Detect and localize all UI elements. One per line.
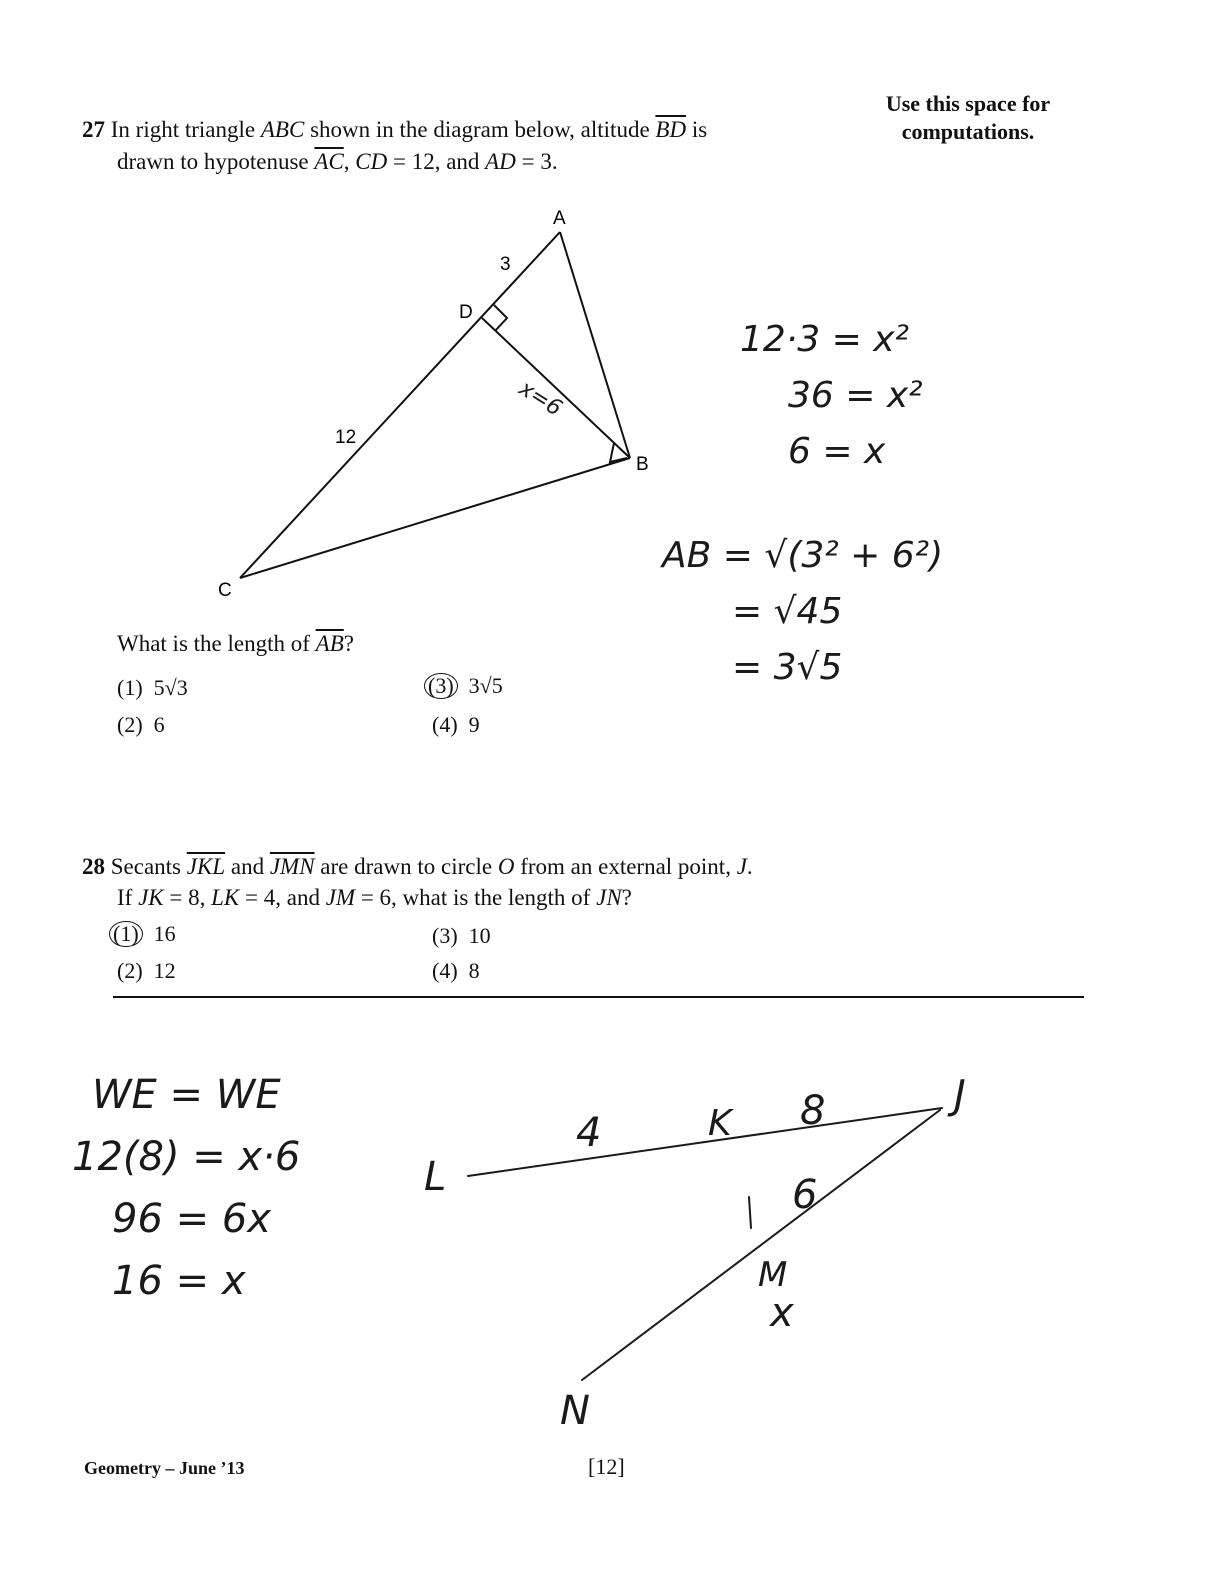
q27-text: is bbox=[686, 117, 708, 142]
q28-var: LK bbox=[211, 885, 240, 910]
q27-choice-4[interactable] bbox=[432, 712, 480, 738]
choice-text: 10 bbox=[468, 923, 491, 948]
choice-number: (3) bbox=[432, 923, 458, 948]
choice-number: (1) bbox=[117, 675, 143, 700]
q27-var: CD bbox=[355, 149, 388, 174]
q27-var: $\overline{AC}$ bbox=[314, 149, 344, 174]
choice-number: (4) bbox=[432, 712, 458, 737]
vertex-a-label: A bbox=[553, 208, 566, 229]
work-line: = √45 bbox=[732, 591, 843, 632]
q27-text: = 12, and bbox=[387, 149, 486, 174]
q28-var: J bbox=[736, 854, 747, 879]
q28-text: = 6, what is the length of bbox=[355, 885, 597, 910]
question-27-text-line2 bbox=[117, 146, 558, 177]
q27-var: $\overline{AB}$ bbox=[315, 631, 344, 656]
secant-jkl bbox=[468, 1108, 942, 1176]
question-28-text bbox=[82, 851, 753, 882]
side-cb bbox=[240, 458, 630, 578]
choice-number-circled: (1) bbox=[109, 921, 143, 947]
choice-text: 16 bbox=[153, 921, 176, 946]
q28-var: O bbox=[497, 854, 515, 879]
computation-space-note bbox=[862, 90, 1074, 146]
q28-text: . bbox=[746, 854, 753, 879]
choice-number: (4) bbox=[432, 958, 458, 983]
q27-text: In right triangle bbox=[110, 117, 261, 142]
q27-prompt-text: ? bbox=[343, 631, 354, 656]
segment-lk-length: 4 bbox=[576, 1110, 602, 1156]
point-j-label: J bbox=[954, 1072, 966, 1118]
segment-mn-label: x bbox=[770, 1290, 794, 1336]
q27-choice-2[interactable] bbox=[117, 712, 165, 738]
vertex-b-label: B bbox=[636, 454, 649, 475]
segment-jk-length: 8 bbox=[800, 1088, 826, 1134]
choice-number-circled: (3) bbox=[424, 673, 458, 699]
q28-text: from an external point, bbox=[514, 854, 737, 879]
q27-var: $\overline{BD}$ bbox=[655, 117, 687, 142]
q28-text: Secants bbox=[110, 854, 187, 879]
q28-var: $\overline{JKL}$ bbox=[186, 854, 226, 879]
vertex-c-label: C bbox=[218, 580, 232, 601]
work-line: 16 = x bbox=[112, 1258, 246, 1304]
q28-choice-4[interactable] bbox=[432, 958, 480, 984]
computation-note-line2: computations. bbox=[901, 119, 1035, 144]
q28-var: JK bbox=[138, 885, 164, 910]
q27-choice-3[interactable] bbox=[424, 673, 503, 699]
q28-text: = 4, and bbox=[239, 885, 326, 910]
right-angle-mark-d bbox=[494, 305, 507, 331]
choice-text: 3√5 bbox=[468, 673, 503, 698]
q27-prompt bbox=[117, 628, 354, 659]
q28-choice-2[interactable] bbox=[117, 958, 176, 984]
side-ca bbox=[240, 232, 560, 578]
work-line: 96 = 6x bbox=[112, 1196, 271, 1242]
work-line: 36 = x² bbox=[788, 375, 923, 416]
q27-text: , bbox=[343, 149, 356, 174]
q27-text: drawn to hypotenuse bbox=[117, 149, 315, 174]
segment-ad-length: 3 bbox=[500, 254, 511, 275]
point-m-label: M bbox=[758, 1255, 788, 1295]
work-line: 12·3 = x² bbox=[740, 319, 909, 360]
question-27-text bbox=[82, 114, 707, 145]
q27-work-ab bbox=[662, 528, 943, 696]
q28-work bbox=[72, 1064, 301, 1312]
handwritten-x-equals-6: x=6 bbox=[514, 376, 567, 422]
question-28-text-line2 bbox=[117, 882, 632, 913]
tick-mark-m bbox=[749, 1197, 751, 1228]
work-line: AB = √(3² + 6²) bbox=[662, 535, 944, 576]
q27-var: AD bbox=[485, 149, 516, 174]
q27-work bbox=[740, 312, 923, 480]
q28-var: JN bbox=[596, 885, 622, 910]
choice-number: (2) bbox=[117, 958, 143, 983]
q28-text: If bbox=[117, 885, 139, 910]
choice-text: 6 bbox=[153, 712, 165, 737]
segment-jm-length: 6 bbox=[792, 1172, 818, 1218]
q28-choice-3[interactable] bbox=[432, 923, 491, 949]
question-number: 28 bbox=[82, 854, 105, 879]
q28-choice-1[interactable] bbox=[109, 921, 176, 947]
q28-var: $\overline{JMN}$ bbox=[269, 854, 315, 879]
section-divider bbox=[113, 996, 1084, 998]
question-number: 27 bbox=[82, 117, 105, 142]
vertex-d-label: D bbox=[459, 302, 473, 323]
choice-text: 5√3 bbox=[153, 675, 188, 700]
work-line: WE = WE bbox=[92, 1072, 281, 1118]
q27-var: ABC bbox=[260, 117, 305, 142]
computation-note-line1: Use this space for bbox=[885, 91, 1051, 116]
footer-exam-title: Geometry – June ’13 bbox=[84, 1458, 245, 1478]
q27-text: shown in the diagram below, altitude bbox=[304, 117, 656, 142]
secant-jmn bbox=[582, 1110, 940, 1380]
side-ab bbox=[560, 232, 630, 458]
right-angle-mark-b bbox=[610, 443, 627, 462]
choice-text: 8 bbox=[468, 958, 480, 983]
point-l-label: L bbox=[424, 1154, 447, 1200]
choice-text: 12 bbox=[153, 958, 176, 983]
altitude-bd bbox=[482, 318, 630, 458]
point-k-label: K bbox=[708, 1103, 732, 1144]
point-n-label: N bbox=[560, 1388, 590, 1434]
segment-cd-length: 12 bbox=[335, 427, 357, 448]
q28-text: are drawn to circle bbox=[314, 854, 498, 879]
q28-var: JM bbox=[325, 885, 356, 910]
q28-text: and bbox=[225, 854, 270, 879]
q27-text: = 3. bbox=[515, 149, 558, 174]
q28-text: ? bbox=[621, 885, 632, 910]
page-number: [12] bbox=[588, 1454, 625, 1479]
choice-text: 9 bbox=[468, 712, 480, 737]
work-line: 6 = x bbox=[788, 431, 886, 472]
work-line: = 3√5 bbox=[732, 647, 843, 688]
q27-choice-1[interactable] bbox=[117, 675, 188, 701]
choice-number: (2) bbox=[117, 712, 143, 737]
q28-text: = 8, bbox=[163, 885, 212, 910]
q27-prompt-text: What is the length of bbox=[117, 631, 316, 656]
work-line: 12(8) = x·6 bbox=[72, 1134, 301, 1180]
